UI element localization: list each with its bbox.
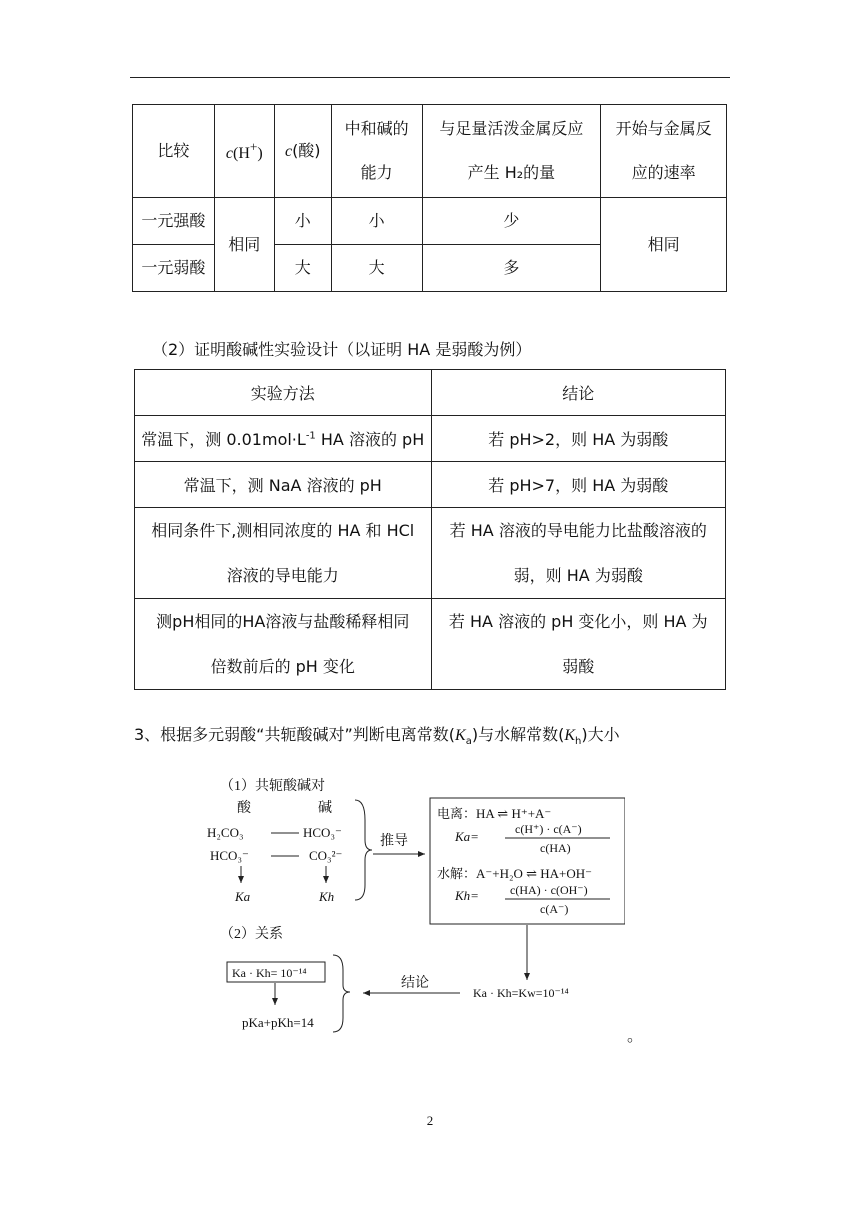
- label-conjugate-pair: （1）共轭酸碱对: [220, 779, 325, 794]
- method-cell: 测pH相同的HA溶液与盐酸稀释相同 倍数前后的 pH 变化: [135, 599, 432, 690]
- header-conclusion: 结论: [431, 370, 725, 416]
- method-cell: 相同条件下,测相同浓度的 HA 和 HCl 溶液的导电能力: [135, 508, 432, 599]
- ka-denominator: c(HA): [540, 841, 571, 855]
- header-method: 实验方法: [135, 370, 432, 416]
- ionization-label: 电离：HA ⇌ H⁺+A⁻: [437, 806, 552, 821]
- section-heading-3: 3、根据多元弱酸“共轭酸碱对”判断电离常数$(K_a)$与水解常数$(K_h)$大小: [134, 725, 620, 748]
- derive-label: 推导: [380, 834, 408, 849]
- conclusion-cell: 若 pH>7，则 HA 为弱酸: [431, 462, 725, 508]
- row-strong-acid: 一元强酸: [133, 198, 215, 245]
- cell-h2: 多: [422, 245, 601, 292]
- header-rate: 开始与金属反 应的速率: [601, 105, 727, 198]
- ka-numerator: c(H⁺) · c(A⁻): [515, 822, 582, 836]
- ka-label: Ka: [235, 889, 251, 904]
- header-h2-amount: 与足量活泼金属反应 产生 H₂的量: [422, 105, 601, 198]
- cell-cacid: 大: [274, 245, 331, 292]
- header-neutralize: 中和碱的 能力: [331, 105, 422, 198]
- header-compare: 比较: [133, 105, 215, 198]
- method-cell: 常温下，测 $0.01mol\cdot L^{-1}$ HA 溶液的 pH: [135, 416, 432, 462]
- kh-eq-label: Kh=: [455, 888, 479, 903]
- pair1-acid: H₂CO₃: [207, 825, 244, 840]
- table-row: [135, 508, 726, 599]
- method-cell: 常温下，测 NaA 溶液的 pH: [135, 462, 432, 508]
- kh-numerator: c(HA) · c(OH⁻): [510, 883, 588, 897]
- table-row: [133, 198, 727, 245]
- ka-eq-label: Ka=: [455, 829, 479, 844]
- relation-equation: Ka · Kh= 10⁻¹⁴: [232, 966, 307, 980]
- kw-equation: Ka · Kh=Kw=10⁻¹⁴: [473, 986, 569, 1000]
- header-rule: [130, 77, 730, 78]
- table-row: [135, 599, 726, 690]
- cell-neutralize: 大: [331, 245, 422, 292]
- pk-equation: pKa+pKh=14: [242, 1015, 314, 1030]
- base-label: 碱: [318, 801, 332, 816]
- cell-cacid: 小: [274, 198, 331, 245]
- acid-label: 酸: [237, 801, 251, 816]
- section-heading-2: （2）证明酸碱性实验设计（以证明 HA 是弱酸为例）: [152, 340, 532, 359]
- trailing-period: 。: [627, 1026, 644, 1045]
- header-cacid: c(酸): [274, 105, 331, 198]
- conjugate-pair-diagram: [205, 770, 625, 1040]
- page-number: 2: [426, 1113, 434, 1128]
- merged-rate-cell: 相同: [601, 198, 727, 292]
- experiment-table: [134, 369, 726, 690]
- conclusion-label: 结论: [401, 976, 429, 991]
- brace-1: [355, 800, 372, 900]
- pair2-acid: HCO₃⁻: [210, 848, 249, 863]
- kh-label: Kh: [319, 889, 335, 904]
- cell-h2: 少: [422, 198, 601, 245]
- conclusion-cell: 若 pH>2，则 HA 为弱酸: [431, 416, 725, 462]
- conclusion-cell: 若 HA 溶液的 pH 变化小，则 HA 为 弱酸: [431, 599, 725, 690]
- pair2-base: CO₃²⁻: [309, 848, 343, 863]
- row-weak-acid: 一元弱酸: [133, 245, 215, 292]
- cell-neutralize: 小: [331, 198, 422, 245]
- header-ch: c(H+): [214, 105, 274, 198]
- hydrolysis-label: 水解：A⁻+H₂O ⇌ HA+OH⁻: [437, 866, 593, 881]
- label-relation: （2）关系: [220, 927, 283, 942]
- comparison-table: [132, 104, 727, 292]
- brace-2: [333, 955, 350, 1032]
- table-row: [135, 462, 726, 508]
- kh-denominator: c(A⁻): [540, 902, 569, 916]
- merged-ch-cell: 相同: [214, 198, 274, 292]
- conclusion-cell: 若 HA 溶液的导电能力比盐酸溶液的 弱，则 HA 为弱酸: [431, 508, 725, 599]
- table-row: [135, 416, 726, 462]
- pair1-base: HCO₃⁻: [303, 825, 342, 840]
